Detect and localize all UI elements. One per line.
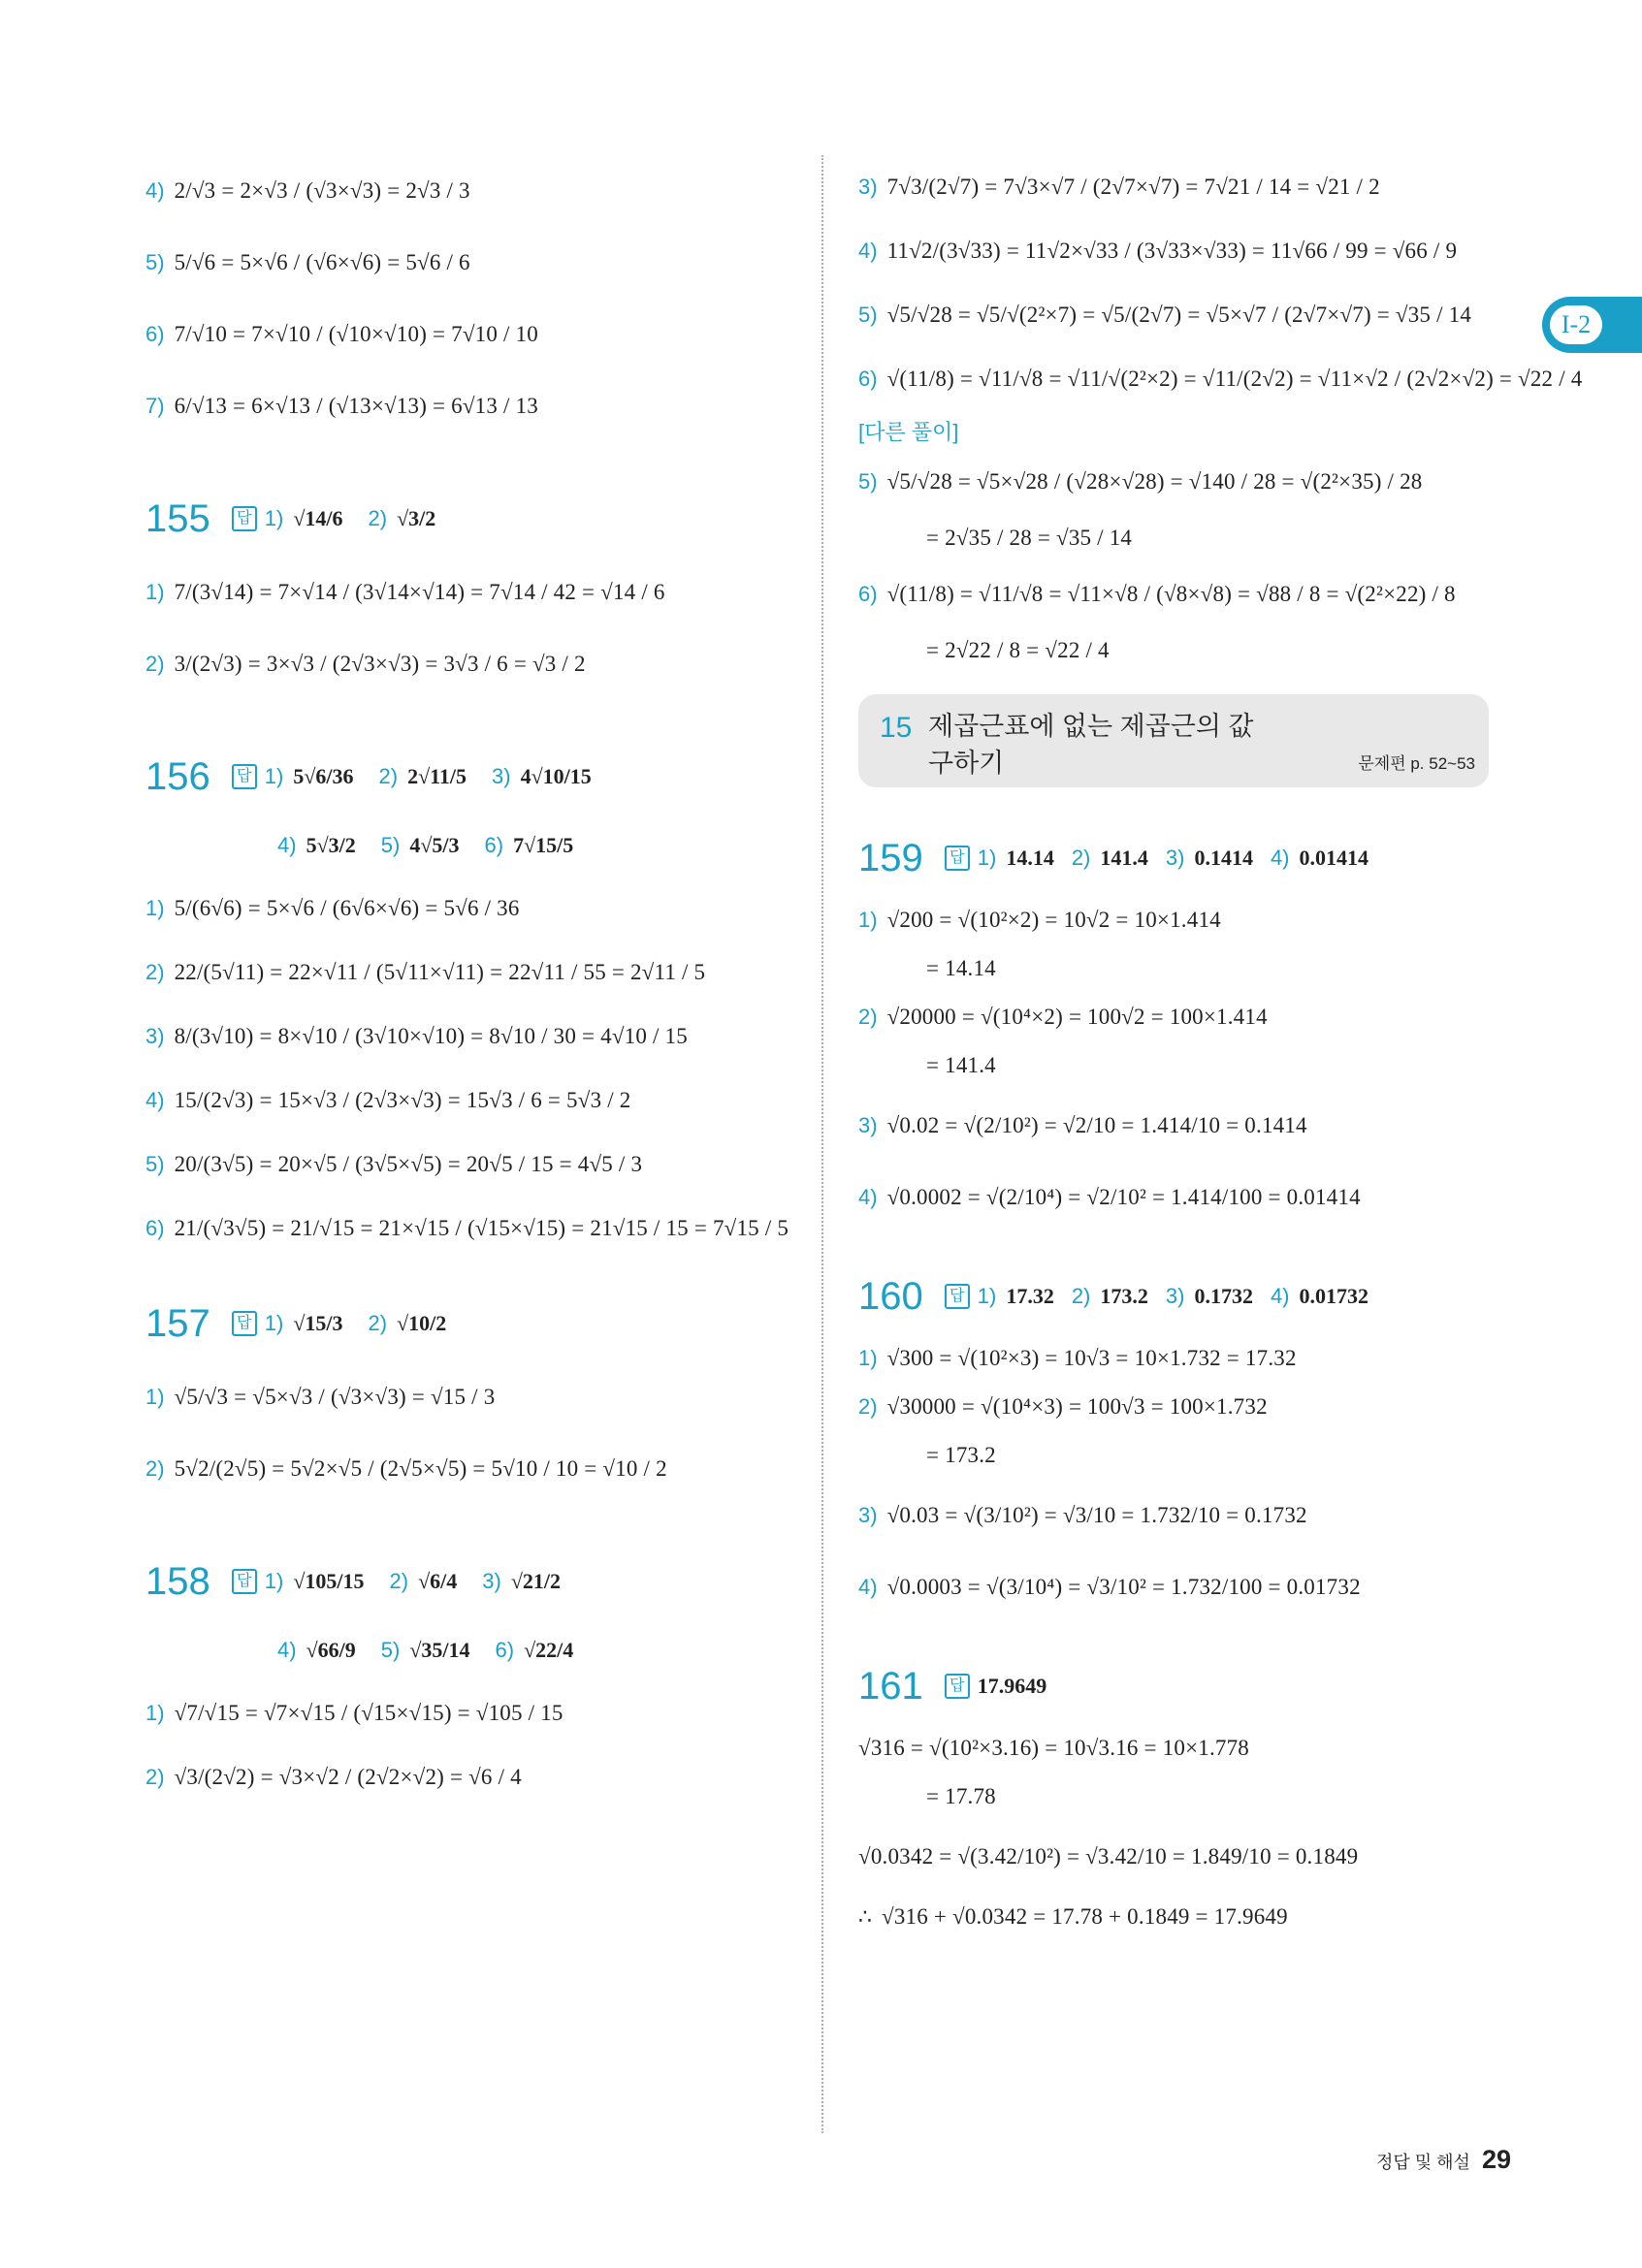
section-reference: 문제편 p. 52~53 <box>1358 754 1475 773</box>
solution-line: 2) 3/(2√3) = 3×√3 / (2√3×√3) = 3√3 / 6 = √3 / 2 <box>145 652 586 676</box>
section-title: 제곱근표에 없는 제곱근의 값 구하기 <box>928 712 1254 778</box>
solution-line: 2) 22/(5√11) = 22×√11 / (5√11×√11) = 22√11 / 55 = 2√11 / 5 <box>145 960 706 984</box>
problem-number: 158 <box>145 1559 210 1603</box>
problem-160-header: 160 답 1) 17.32 2) 173.2 3) 0.1732 4) 0.01732 <box>858 1274 1368 1318</box>
answer-row: 4) 5√3/2 5) 4√5/3 6) 7√15/5 <box>277 833 574 857</box>
solution-line: 4) 11√2/(3√33) = 11√2×√33 / (3√33×√33) = 11√66 / 99 = √66 / 9 <box>858 239 1458 263</box>
solution-line: 2) √3/(2√2) = √3×√2 / (2√2×√2) = √6 / 4 <box>145 1765 522 1789</box>
solution-line: = 17.78 <box>926 1784 996 1808</box>
solution-line: 6) 21/(√3√5) = 21/√15 = 21×√15 / (√15×√15) = 21√15 / 15 = 7√15 / 5 <box>145 1216 789 1240</box>
solution-line: 6) 7/√10 = 7×√10 / (√10×√10) = 7√10 / 10 <box>145 322 538 346</box>
problem-158-header: 158 답 1) √105/15 2) √6/4 3) √21/2 <box>145 1559 561 1603</box>
solution-line: 1) √7/√15 = √7×√15 / (√15×√15) = √105 / 15 <box>145 1701 563 1725</box>
solution-line: 1) √200 = √(10²×2) = 10√2 = 10×1.414 <box>858 908 1221 932</box>
problem-156-header: 156 답 1) 5√6/36 2) 2√11/5 3) 4√10/15 <box>145 754 592 798</box>
solution-line: 5) √5/√28 = √5×√28 / (√28×√28) = √140 / 28 = √(2²×35) / 28 <box>858 469 1423 494</box>
solution-line: 2) √30000 = √(10⁴×3) = 100√3 = 100×1.732 <box>858 1394 1268 1419</box>
solution-line: 6) √(11/8) = √11/√8 = √11/√(2²×2) = √11/(2√2) = √11×√2 / (2√2×√2) = √22 / 4 <box>858 367 1583 391</box>
solution-line: 4) 2/√3 = 2×√3 / (√3×√3) = 2√3 / 3 <box>145 178 470 203</box>
solution-line: 3) 8/(3√10) = 8×√10 / (3√10×√10) = 8√10 / 30 = 4√10 / 15 <box>145 1024 688 1048</box>
answer-badge: 답 <box>945 846 970 871</box>
problem-157-header: 157 답 1) √15/3 2) √10/2 <box>145 1301 447 1345</box>
solution-line: 2) √20000 = √(10⁴×2) = 100√2 = 100×1.414 <box>858 1005 1268 1029</box>
section-15-header <box>858 694 1489 787</box>
problem-number: 161 <box>858 1664 923 1708</box>
answer-badge: 답 <box>232 1311 257 1336</box>
solution-line: 3) √0.03 = √(3/10²) = √3/10 = 1.732/10 = 0.1732 <box>858 1503 1307 1527</box>
left-column <box>145 155 815 1809</box>
page-footer <box>1376 2145 1511 2175</box>
solution-line: ∴ √316 + √0.0342 = 17.78 + 0.1849 = 17.9649 <box>858 1904 1288 1929</box>
solution-line: 7) 6/√13 = 6×√13 / (√13×√13) = 6√13 / 13 <box>145 394 538 418</box>
page-number: 29 <box>1481 2145 1511 2174</box>
chapter-tab <box>1542 297 1642 353</box>
solution-line: √316 = √(10²×3.16) = 10√3.16 = 10×1.778 <box>858 1736 1249 1760</box>
solution-line: 5) 5/√6 = 5×√6 / (√6×√6) = 5√6 / 6 <box>145 250 470 274</box>
problem-number: 155 <box>145 496 210 540</box>
answer-badge: 답 <box>232 506 257 531</box>
solution-line: 4) 15/(2√3) = 15×√3 / (2√3×√3) = 15√3 / 6 = 5√3 / 2 <box>145 1088 631 1112</box>
problem-155-header: 155 답 1) √14/6 2) √3/2 <box>145 496 436 540</box>
section-number: 15 <box>880 712 913 744</box>
problem-number: 160 <box>858 1274 923 1318</box>
solution-line: 4) √0.0003 = √(3/10⁴) = √3/10² = 1.732/100 = 0.01732 <box>858 1575 1361 1599</box>
solution-line: 5) √5/√28 = √5/√(2²×7) = √5/(2√7) = √5×√7 / (2√7×√7) = √35 / 14 <box>858 303 1472 327</box>
solution-line: 4) √0.0002 = √(2/10⁴) = √2/10² = 1.414/100 = 0.01414 <box>858 1185 1361 1209</box>
answer-value: 17.9649 <box>977 1674 1047 1698</box>
solution-line: = 173.2 <box>926 1443 996 1467</box>
footer-label: 정답 및 해설 <box>1376 2153 1470 2172</box>
solution-line: 5) 20/(3√5) = 20×√5 / (3√5×√5) = 20√5 / 15 = 4√5 / 3 <box>145 1152 643 1176</box>
answer-badge: 답 <box>945 1284 970 1309</box>
column-divider <box>821 155 823 2133</box>
other-solution-title: [다른 풀이] <box>858 419 959 444</box>
solution-line: 1) √5/√3 = √5×√3 / (√3×√3) = √15 / 3 <box>145 1385 496 1409</box>
problem-number: 157 <box>145 1301 210 1345</box>
problem-161-header <box>858 1648 1489 1724</box>
solution-line: 3) √0.02 = √(2/10²) = √2/10 = 1.414/10 = 0.1414 <box>858 1113 1307 1137</box>
answer-badge: 답 <box>945 1674 970 1699</box>
solution-line: = 2√35 / 28 = √35 / 14 <box>926 526 1133 550</box>
solution-line: 1) 5/(6√6) = 5×√6 / (6√6×√6) = 5√6 / 36 <box>145 896 520 920</box>
solution-line: 2) 5√2/(2√5) = 5√2×√5 / (2√5×√5) = 5√10 / 10 = √10 / 2 <box>145 1456 667 1481</box>
solution-line: 1) 7/(3√14) = 7×√14 / (3√14×√14) = 7√14 / 42 = √14 / 6 <box>145 580 665 604</box>
answer-row: 4) √66/9 5) √35/14 6) √22/4 <box>277 1638 574 1662</box>
problem-number: 156 <box>145 754 210 798</box>
answer-badge: 답 <box>232 1569 257 1594</box>
solution-line: = 14.14 <box>926 956 996 980</box>
solution-line: √0.0342 = √(3.42/10²) = √3.42/10 = 1.849/10 = 0.1849 <box>858 1844 1359 1869</box>
problem-159-header: 159 답 1) 14.14 2) 141.4 3) 0.1414 4) 0.01414 <box>858 836 1368 879</box>
problem-number: 159 <box>858 836 923 879</box>
solution-line: 1) √300 = √(10²×3) = 10√3 = 10×1.732 = 17.32 <box>858 1346 1297 1370</box>
solution-line: 6) √(11/8) = √11/√8 = √11×√8 / (√8×√8) = √88 / 8 = √(2²×22) / 8 <box>858 582 1456 606</box>
solution-line: = 141.4 <box>926 1053 996 1077</box>
chapter-tab-label: I-2 <box>1550 305 1602 344</box>
answer-badge: 답 <box>232 764 257 789</box>
solution-line: = 2√22 / 8 = √22 / 4 <box>926 638 1110 662</box>
solution-line: 3) 7√3/(2√7) = 7√3×√7 / (2√7×√7) = 7√21 / 14 = √21 / 2 <box>858 175 1380 199</box>
